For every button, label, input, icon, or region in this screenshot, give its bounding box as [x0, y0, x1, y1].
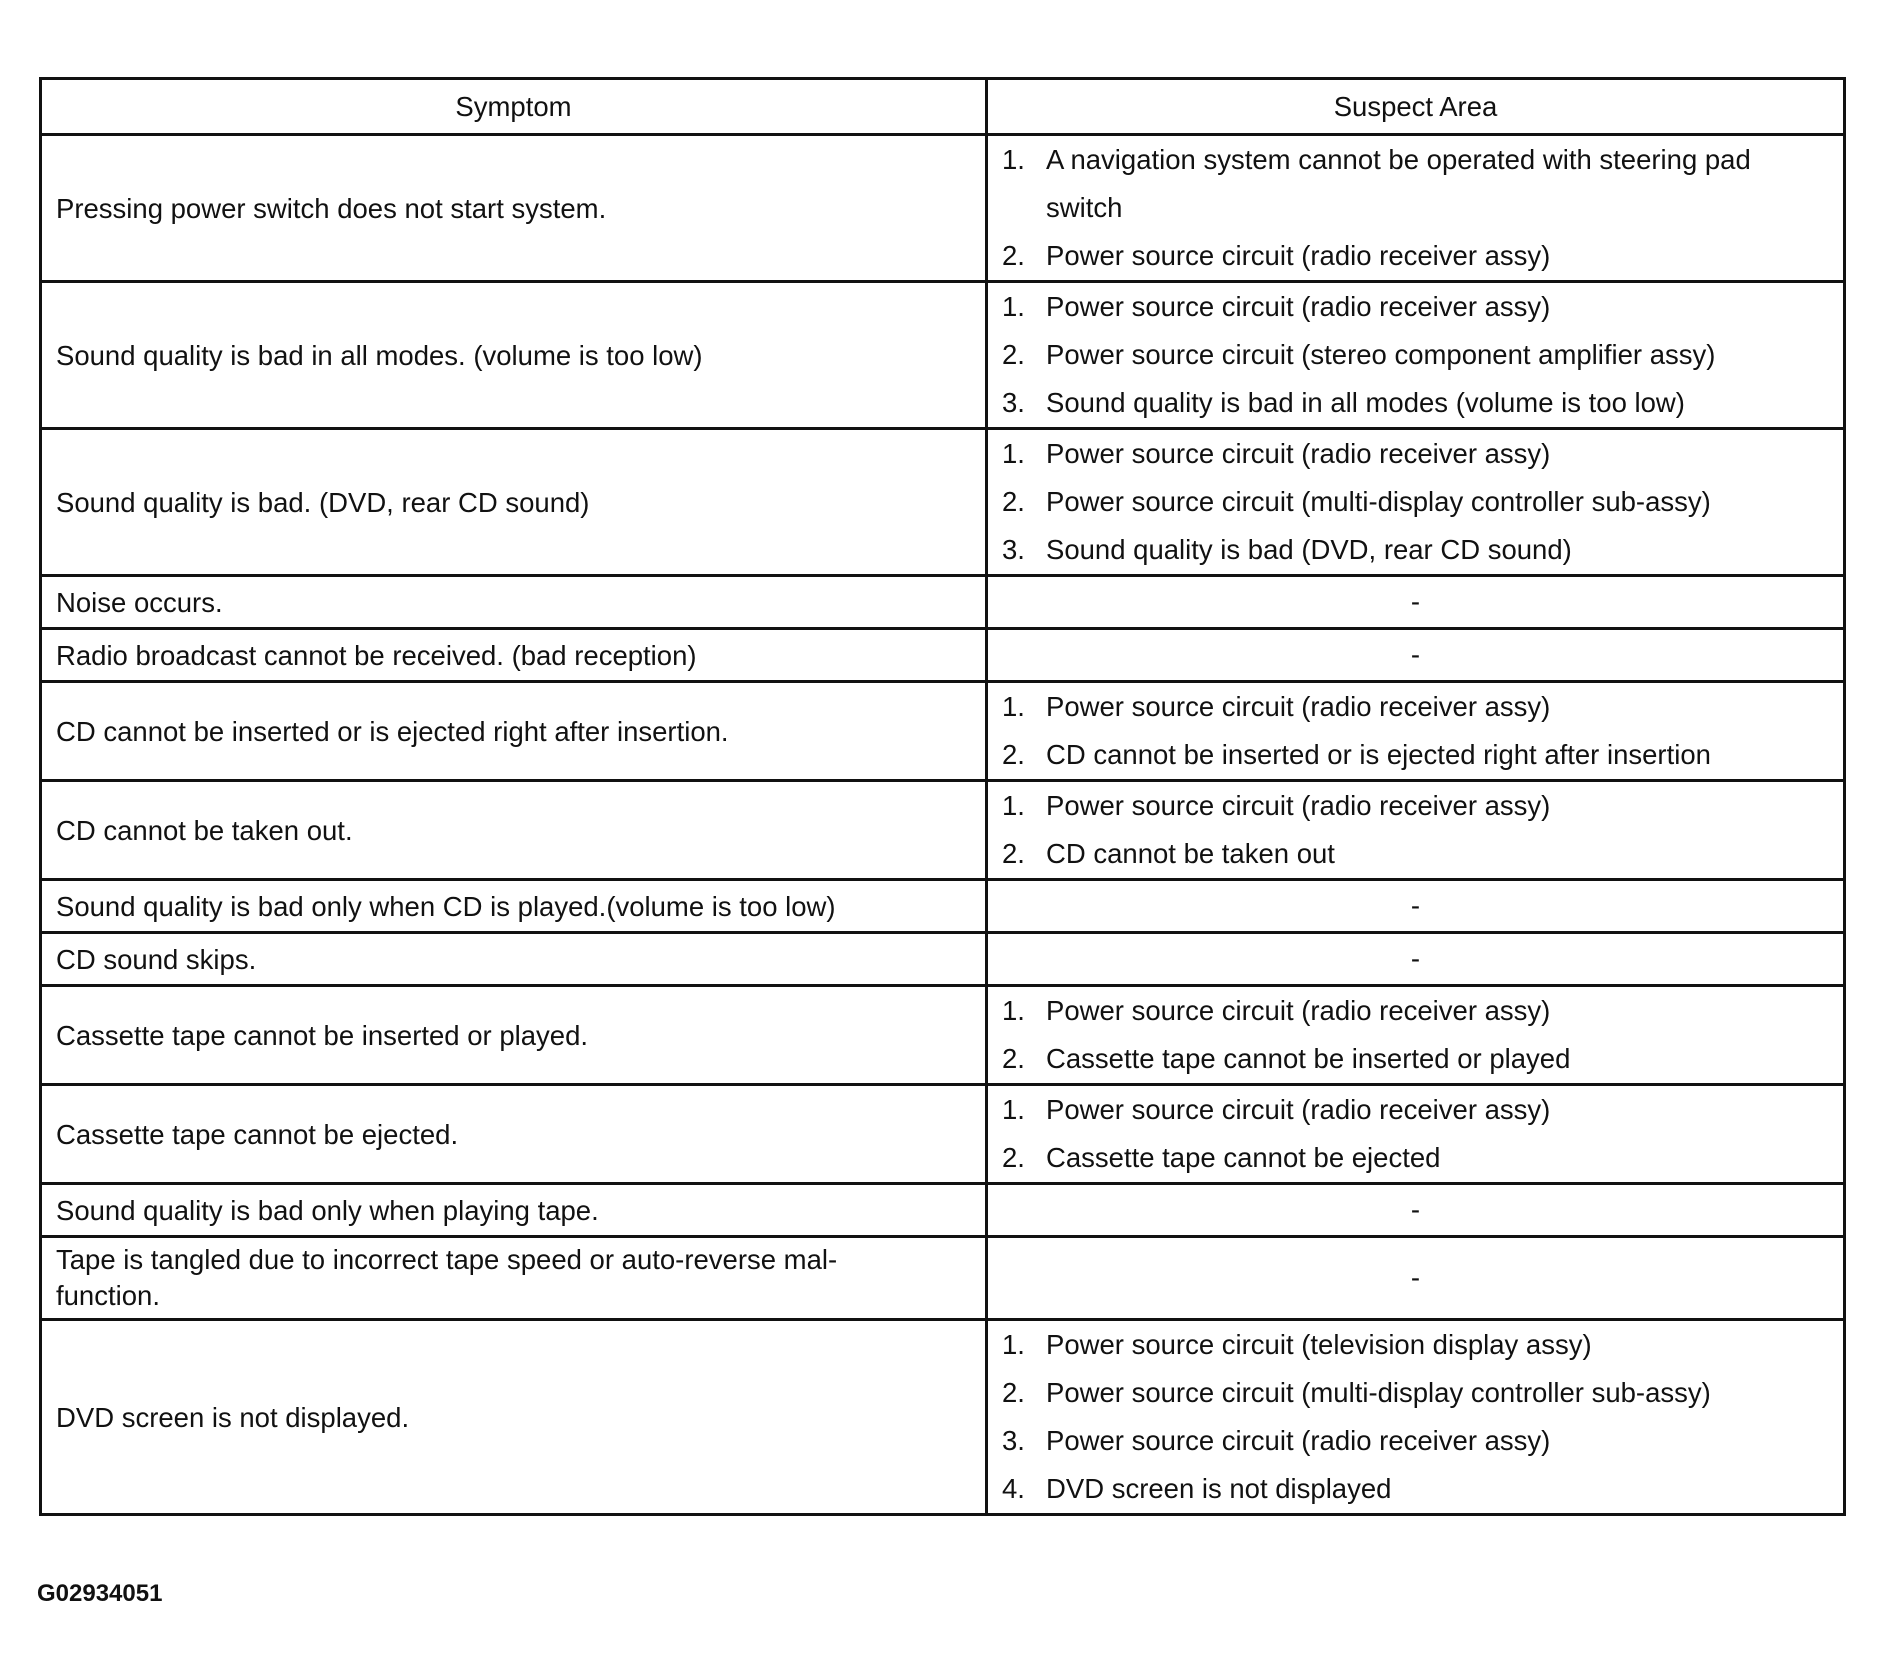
list-number: 2. [1002, 240, 1025, 271]
suspect-area-text: Power source circuit (television display assy) [1046, 1329, 1592, 1360]
table-row [41, 933, 1845, 986]
suspect-area-list [1002, 1086, 1829, 1182]
symptom-cell: CD sound skips. [41, 933, 987, 986]
suspect-area-cell: - [987, 933, 1845, 986]
symptom-cell: Sound quality is bad. (DVD, rear CD sound) [41, 429, 987, 576]
list-number: 1. [1002, 438, 1025, 469]
list-item [1002, 683, 1829, 731]
list-item [1002, 283, 1829, 331]
symptom-cell: Sound quality is bad only when CD is played.(volume is too low) [41, 880, 987, 933]
list-item [1002, 232, 1829, 280]
list-number: 1. [1002, 144, 1025, 175]
list-number: 1. [1002, 691, 1025, 722]
list-item [1002, 782, 1829, 830]
list-item [1002, 987, 1829, 1035]
symptom-cell: DVD screen is not displayed. [41, 1320, 987, 1515]
list-number: 2. [1002, 1142, 1025, 1173]
list-number: 3. [1002, 387, 1025, 418]
table-row [41, 1237, 1845, 1320]
suspect-area-cell [987, 282, 1845, 429]
table-row [41, 781, 1845, 880]
table-row [41, 282, 1845, 429]
table-row [41, 986, 1845, 1085]
symptom-cell: CD cannot be inserted or is ejected right after insertion. [41, 682, 987, 781]
suspect-area-text: Power source circuit (multi-display controller sub-assy) [1046, 1377, 1711, 1408]
suspect-area-text: Power source circuit (radio receiver assy) [1046, 1094, 1551, 1125]
suspect-area-header: Suspect Area [987, 79, 1845, 135]
suspect-area-cell [987, 682, 1845, 781]
suspect-area-cell [987, 429, 1845, 576]
suspect-area-cell: - [987, 1237, 1845, 1320]
suspect-area-text: Power source circuit (radio receiver assy) [1046, 1425, 1551, 1456]
suspect-area-cell: - [987, 576, 1845, 629]
symptom-cell: Sound quality is bad in all modes. (volume is too low) [41, 282, 987, 429]
suspect-area-text: Power source circuit (radio receiver assy) [1046, 995, 1551, 1026]
suspect-area-text: DVD screen is not displayed [1046, 1473, 1392, 1504]
table-row [41, 429, 1845, 576]
symptom-line: Tape is tangled due to incorrect tape speed or auto-reverse mal- [56, 1244, 838, 1275]
suspect-area-text: Power source circuit (radio receiver assy) [1046, 438, 1551, 469]
suspect-area-cell [987, 135, 1845, 282]
suspect-area-text: Power source circuit (radio receiver assy) [1046, 240, 1551, 271]
suspect-area-text: CD cannot be taken out [1046, 838, 1335, 869]
list-number: 3. [1002, 534, 1025, 565]
list-item [1002, 1086, 1829, 1134]
list-number: 1. [1002, 291, 1025, 322]
suspect-area-cell [987, 1320, 1845, 1515]
list-item [1002, 1417, 1829, 1465]
symptom-cell: Radio broadcast cannot be received. (bad reception) [41, 629, 987, 682]
table-row [41, 629, 1845, 682]
list-item [1002, 526, 1829, 574]
suspect-area-text: Cassette tape cannot be inserted or played [1046, 1043, 1571, 1074]
list-number: 1. [1002, 995, 1025, 1026]
suspect-area-cell: - [987, 629, 1845, 682]
list-item [1002, 331, 1829, 379]
list-number: 1. [1002, 1094, 1025, 1125]
suspect-area-text: Power source circuit (radio receiver assy) [1046, 291, 1551, 322]
symptom-table [39, 77, 1846, 1516]
list-number: 1. [1002, 1329, 1025, 1360]
list-number: 2. [1002, 1377, 1025, 1408]
figure-code: G02934051 [37, 1580, 163, 1607]
suspect-area-text: Power source circuit (radio receiver assy) [1046, 691, 1551, 722]
suspect-area-text: A navigation system cannot be operated with steering pad switch [1046, 144, 1751, 223]
list-item [1002, 1134, 1829, 1182]
symptom-cell [41, 1237, 987, 1320]
table-row [41, 576, 1845, 629]
suspect-area-text: Cassette tape cannot be ejected [1046, 1142, 1441, 1173]
table-row [41, 1085, 1845, 1184]
table-row [41, 880, 1845, 933]
header-row [41, 79, 1845, 135]
list-item [1002, 1465, 1829, 1513]
list-item [1002, 379, 1829, 427]
list-item [1002, 136, 1829, 232]
list-item [1002, 430, 1829, 478]
suspect-area-list [1002, 283, 1829, 427]
list-number: 2. [1002, 486, 1025, 517]
table-row [41, 135, 1845, 282]
suspect-area-text: Power source circuit (radio receiver assy) [1046, 790, 1551, 821]
symptom-cell: Cassette tape cannot be inserted or played. [41, 986, 987, 1085]
symptom-cell: Noise occurs. [41, 576, 987, 629]
list-number: 3. [1002, 1425, 1025, 1456]
suspect-area-text: Power source circuit (stereo component amplifier assy) [1046, 339, 1716, 370]
suspect-area-text: Sound quality is bad in all modes (volume is too low) [1046, 387, 1685, 418]
suspect-area-list [1002, 136, 1829, 280]
list-item [1002, 830, 1829, 878]
list-number: 2. [1002, 1043, 1025, 1074]
list-number: 2. [1002, 739, 1025, 770]
table-row [41, 682, 1845, 781]
suspect-area-text: Sound quality is bad (DVD, rear CD sound) [1046, 534, 1572, 565]
table-row [41, 1184, 1845, 1237]
list-item [1002, 1035, 1829, 1083]
list-item [1002, 1321, 1829, 1369]
symptom-line: function. [56, 1280, 160, 1311]
suspect-area-cell: - [987, 1184, 1845, 1237]
table-row [41, 1320, 1845, 1515]
symptom-cell: Sound quality is bad only when playing tape. [41, 1184, 987, 1237]
suspect-area-text: CD cannot be inserted or is ejected right after insertion [1046, 739, 1711, 770]
list-item [1002, 731, 1829, 779]
list-number: 4. [1002, 1473, 1025, 1504]
list-item [1002, 478, 1829, 526]
suspect-area-list [1002, 1321, 1829, 1513]
suspect-area-list [1002, 987, 1829, 1083]
table-body [41, 135, 1845, 1515]
suspect-area-cell [987, 781, 1845, 880]
suspect-area-list [1002, 683, 1829, 779]
symptom-cell: CD cannot be taken out. [41, 781, 987, 880]
suspect-area-cell [987, 986, 1845, 1085]
list-number: 1. [1002, 790, 1025, 821]
suspect-area-cell: - [987, 880, 1845, 933]
suspect-area-cell [987, 1085, 1845, 1184]
suspect-area-text: Power source circuit (multi-display controller sub-assy) [1046, 486, 1711, 517]
symptom-cell: Cassette tape cannot be ejected. [41, 1085, 987, 1184]
symptom-header: Symptom [41, 79, 987, 135]
suspect-area-list [1002, 430, 1829, 574]
list-number: 2. [1002, 339, 1025, 370]
suspect-area-list [1002, 782, 1829, 878]
symptom-cell: Pressing power switch does not start system. [41, 135, 987, 282]
list-number: 2. [1002, 838, 1025, 869]
list-item [1002, 1369, 1829, 1417]
